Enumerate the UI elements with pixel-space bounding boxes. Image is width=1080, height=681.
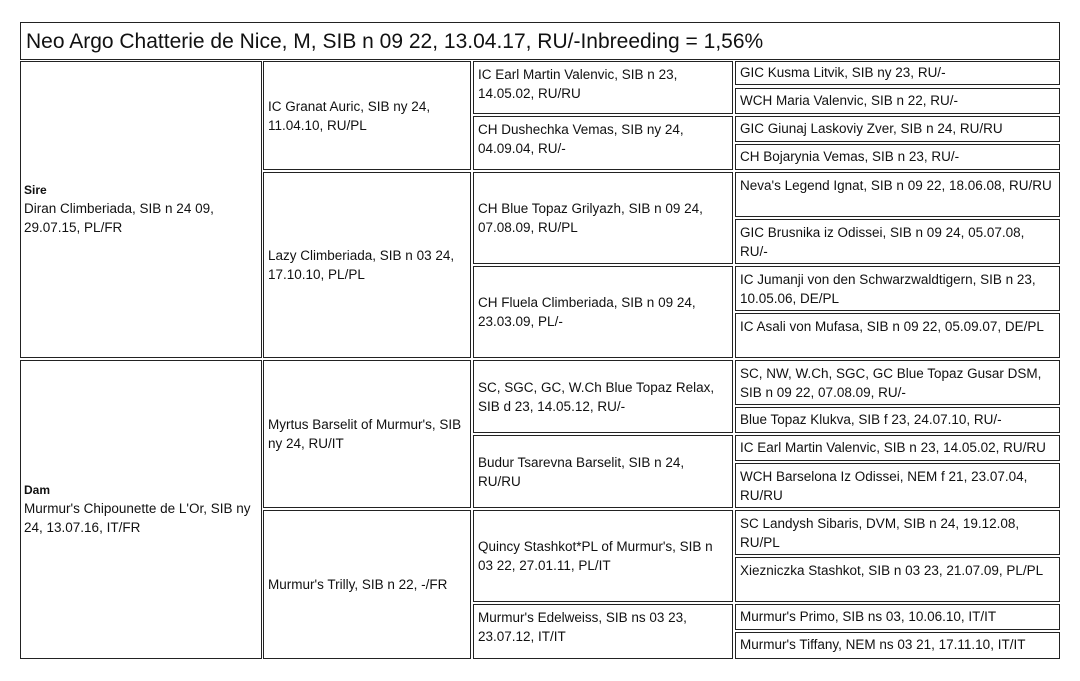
grandparent-name: IC Granat Auric, SIB ny 24, 11.04.10, RU/PL	[268, 98, 431, 133]
gg-grandparent-5: Neva's Legend Ignat, SIB n 09 22, 18.06.08, RU/RU	[735, 172, 1060, 217]
great-grandparent-name: CH Fluela Climberiada, SIB n 09 24, 23.03.09, PL/-	[478, 295, 696, 329]
great-grandparent-name: IC Earl Martin Valenvic, SIB n 23, 14.05.02, RU/RU	[478, 67, 678, 101]
gg-grandparent-10: Blue Topaz Klukva, SIB f 23, 24.07.10, RU/-	[735, 407, 1060, 433]
gg-grandparent-1: GIC Kusma Litvik, SIB ny 23, RU/-	[735, 61, 1060, 85]
grandparent-name: Myrtus Barselit of Murmur's, SIB ny 24, RU/IT	[268, 417, 462, 451]
gg-grandparent-11: IC Earl Martin Valenvic, SIB n 23, 14.05.02, RU/RU	[735, 435, 1060, 461]
great-grandparent-name: CH Blue Topaz Grilyazh, SIB n 09 24, 07.08.09, RU/PL	[478, 201, 703, 235]
gg-grandparent-9: SC, NW, W.Ch, SGC, GC Blue Topaz Gusar DSM, SIB n 09 22, 07.08.09, RU/-	[735, 360, 1060, 405]
granddam-maternal	[263, 510, 471, 659]
grandsire-paternal	[263, 61, 471, 170]
gg-grandparent-7: IC Jumanji von den Schwarzwaldtigern, SIB n 23, 10.05.06, DE/PL	[735, 266, 1060, 311]
great-grandparent-2	[473, 116, 733, 170]
dam-cell	[20, 360, 262, 659]
gg-grandparent-3: GIC Giunaj Laskoviy Zver, SIB n 24, RU/RU	[735, 116, 1060, 142]
gg-grandparent-2: WCH Maria Valenvic, SIB n 22, RU/-	[735, 88, 1060, 114]
great-grandparent-name: CH Dushechka Vemas, SIB ny 24, 04.09.04, RU/-	[478, 122, 684, 156]
gg-grandparent-4: CH Bojarynia Vemas, SIB n 23, RU/-	[735, 144, 1060, 170]
gg-grandparent-16: Murmur's Tiffany, NEM ns 03 21, 17.11.10, IT/IT	[735, 632, 1060, 659]
great-grandparent-1	[473, 61, 733, 114]
great-grandparent-6	[473, 435, 733, 508]
sire-name: Diran Climberiada, SIB n 24 09, 29.07.15, PL/FR	[24, 201, 214, 235]
gg-grandparent-12: WCH Barselona Iz Odissei, NEM f 21, 23.07.04, RU/RU	[735, 463, 1060, 508]
great-grandparent-name: Quincy Stashkot*PL of Murmur's, SIB n 03 22, 27.01.11, PL/IT	[478, 539, 713, 573]
great-grandparent-name: Budur Tsarevna Barselit, SIB n 24, RU/RU	[478, 454, 685, 489]
granddam-paternal	[263, 172, 471, 358]
great-grandparent-4	[473, 266, 733, 358]
great-grandparent-name: Murmur's Edelweiss, SIB ns 03 23, 23.07.12, IT/IT	[478, 610, 687, 644]
gg-grandparent-8: IC Asali von Mufasa, SIB n 09 22, 05.09.07, DE/PL	[735, 313, 1060, 358]
great-grandparent-name: SC, SGC, GC, W.Ch Blue Topaz Relax, SIB d 23, 14.05.12, RU/-	[478, 379, 715, 414]
dam-name: Murmur's Chipounette de L'Or, SIB ny 24, 13.07.16, IT/FR	[24, 501, 251, 535]
gg-grandparent-14: Xiezniczka Stashkot, SIB n 03 23, 21.07.09, PL/PL	[735, 557, 1060, 602]
great-grandparent-5	[473, 360, 733, 433]
sire-cell	[20, 61, 262, 358]
great-grandparent-3	[473, 172, 733, 264]
sire-role-label: Sire	[24, 183, 47, 197]
dam-role-label: Dam	[24, 483, 51, 497]
gg-grandparent-15: Murmur's Primo, SIB ns 03, 10.06.10, IT/IT	[735, 604, 1060, 630]
pedigree-title: Neo Argo Chatterie de Nice, M, SIB n 09 22, 13.04.17, RU/-Inbreeding = 1,56%	[20, 22, 1060, 60]
grandparent-name: Murmur's Trilly, SIB n 22, -/FR	[268, 577, 448, 592]
gg-grandparent-13: SC Landysh Sibaris, DVM, SIB n 24, 19.12.08, RU/PL	[735, 510, 1060, 555]
gg-grandparent-6: GIC Brusnika iz Odissei, SIB n 09 24, 05.07.08, RU/-	[735, 219, 1060, 264]
great-grandparent-7	[473, 510, 733, 602]
great-grandparent-8	[473, 604, 733, 659]
grandsire-maternal	[263, 360, 471, 508]
grandparent-name: Lazy Climberiada, SIB n 03 24, 17.10.10, PL/PL	[268, 248, 455, 282]
